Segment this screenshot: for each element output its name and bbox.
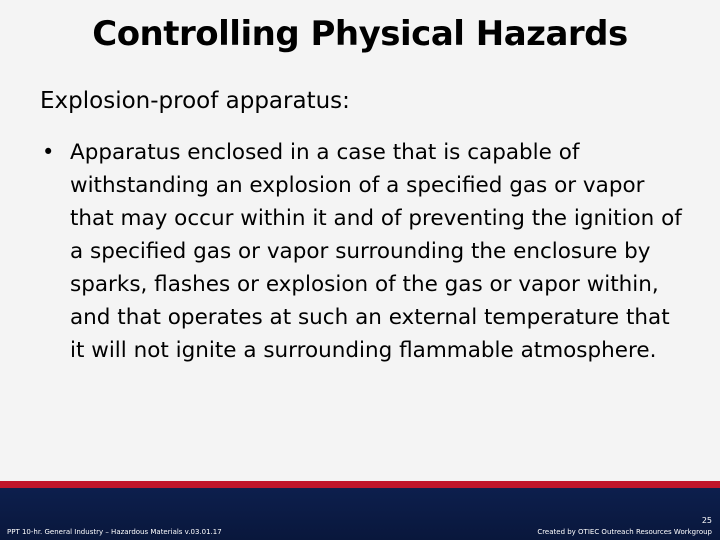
footer-stripe (0, 481, 720, 488)
bullet-list (42, 136, 682, 367)
footer-credit: Created by OTIEC Outreach Resources Workgroup (537, 528, 712, 536)
slide-title: Controlling Physical Hazards (92, 14, 628, 54)
slide-subtitle: Explosion-proof apparatus: (40, 88, 350, 114)
bullet-item (42, 136, 682, 367)
page-number: 25 (701, 516, 712, 525)
bullet-icon: • (42, 140, 55, 164)
bullet-text: Apparatus enclosed in a case that is capable of withstanding an explosion of a specified gas or vapor that may occur within it and of preventing the ignition of a specified gas or vapor surrounding the enclosure by sparks, flashes or explosion of the gas or vapor within, and that operates at such an external temperature that it will not ignite a surrounding flammable atmosphere. (70, 140, 682, 363)
footer-course-label: PPT 10-hr. General Industry – Hazardous Materials v.03.01.17 (7, 528, 222, 536)
